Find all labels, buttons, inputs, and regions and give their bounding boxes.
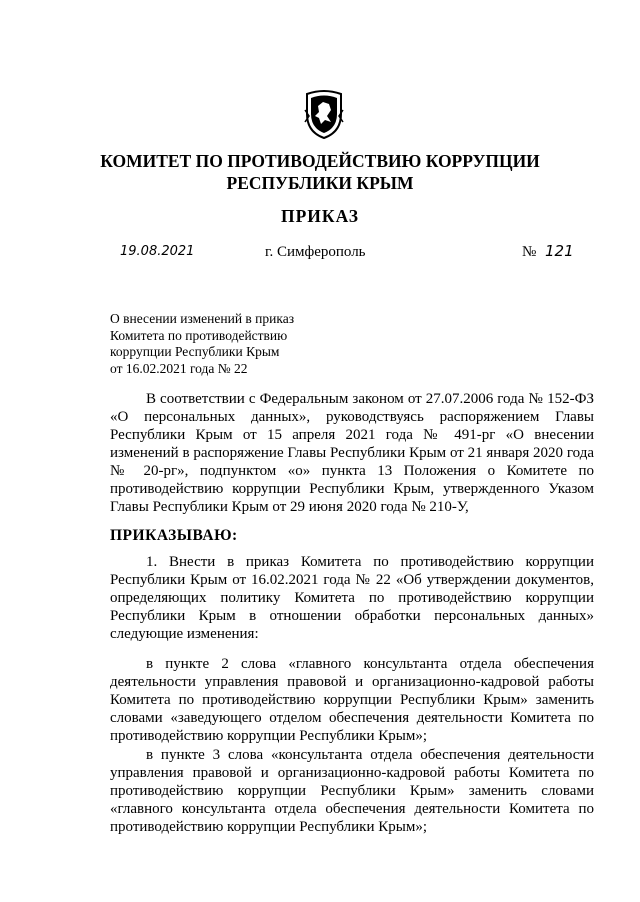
- document-type: ПРИКАЗ: [280, 206, 360, 226]
- subject-line: от 16.02.2021 года № 22: [110, 360, 248, 376]
- order-item-3: в пункте 3 слова «консультанта отдела обеспечения деятельности управления правовой и организационно-кадровой работы Комитета по противодействию коррупции Республики Крым» заменить словами «главного консультанта отдела обеспечения деятельности Комитета по противодействию коррупции Республики Крым»;: [110, 747, 594, 835]
- document-subject: [110, 311, 340, 377]
- subject-line: коррупции Республики Крым: [110, 344, 280, 359]
- order-item-2: в пункте 2 слова «главного консультанта отдела обеспечения деятельности управления правовой и организационно-кадровой работы Комитета по противодействию коррупции Республики Крым» заменить словами «заведующего отделом обеспечения деятельности Комитета по противодействию коррупции Республики Крым»;: [110, 656, 594, 744]
- preamble-paragraph: В соответствии с Федеральным законом от 27.07.2006 года № 152-ФЗ «О персональных данных», руководствуясь распоряжением Главы Республики Крым от 15 апреля 2021 года № 491-рг «О внесении изменений в распоряжение Главы Республики Крым от 21 января 2020 года № 20-рг», подпунктом «о» пункта 13 Положения о Комитете по противодействию коррупции Республики Крым, утвержденного Указом Главы Республики Крым от 29 июня 2020 года № 210-У,: [110, 391, 594, 515]
- organization-title: [100, 150, 540, 194]
- document-number: 121: [545, 242, 574, 260]
- document-date: 19.08.2021: [120, 244, 195, 259]
- document-number-label: №: [522, 244, 537, 260]
- subject-line: Комитета по противодействию: [110, 327, 288, 343]
- order-item-1: 1. Внести в приказ Комитета по противодействию коррупции Республики Крым от 16.02.2021 года № 22 «Об утверждении документов, определяющих политику Комитета по противодействию коррупции Республики Крым в отношении обработки персональных данных» следующие изменения:: [110, 554, 594, 642]
- document-city: г. Симферополь: [265, 244, 366, 260]
- order-heading: ПРИКАЗЫВАЮ:: [110, 527, 238, 544]
- subject-line: О внесении изменений в приказ: [110, 311, 295, 326]
- coat-of-arms-icon: [303, 88, 345, 140]
- organization-title-line2: РЕСПУБЛИКИ КРЫМ: [226, 173, 414, 193]
- organization-title-line1: КОМИТЕТ ПО ПРОТИВОДЕЙСТВИЮ КОРРУПЦИИ: [100, 151, 540, 171]
